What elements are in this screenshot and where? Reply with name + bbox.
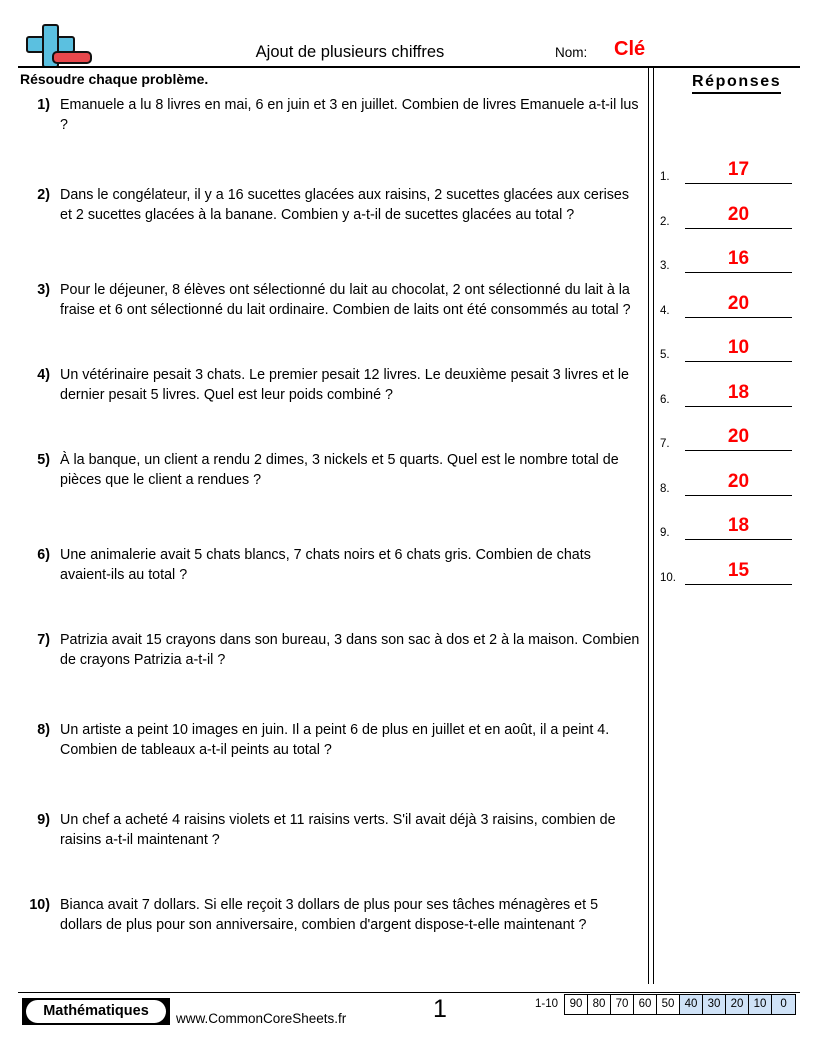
brand-label: Mathématiques xyxy=(26,1000,166,1023)
answer-number: 3. xyxy=(660,260,670,273)
grade-range-label: 1-10 xyxy=(535,998,559,1010)
problem-item xyxy=(20,96,642,135)
problem-item xyxy=(20,811,642,850)
problem-text: Dans le congélateur, il y a 16 sucettes glacées aux raisins, 2 sucettes glacées aux cerises et 2 sucettes glacées à la banane. Combien y a-t-il de sucettes glacées au total ? xyxy=(60,187,630,223)
problem-item xyxy=(20,896,642,935)
answer-number: 7. xyxy=(660,438,670,451)
grade-cell: 10 xyxy=(749,995,772,1014)
site-url: www.CommonCoreSheets.fr xyxy=(176,1011,347,1026)
grade-cell: 40 xyxy=(680,995,703,1014)
answer-row xyxy=(660,274,810,318)
problem-text: Un chef a acheté 4 raisins violets et 11 raisins verts. S'il avait déjà 3 raisins, combien de raisins a-t-il maintenant ? xyxy=(60,812,616,848)
answer-value: 18 xyxy=(727,515,750,537)
problem-item xyxy=(20,721,642,760)
answer-row xyxy=(660,363,810,407)
problem-number: 9) xyxy=(37,812,50,828)
problem-item xyxy=(20,546,642,585)
grade-cell: 20 xyxy=(726,995,749,1014)
answer-number: 1. xyxy=(660,171,670,184)
answer-row xyxy=(660,407,810,451)
name-value: Clé xyxy=(614,38,646,60)
problem-text: Patrizia avait 15 crayons dans son bureau, 3 dans son sac à dos et 2 à la maison. Combien de crayons Patrizia a-t-il ? xyxy=(60,632,640,668)
problem-number: 10) xyxy=(29,897,50,913)
answer-number: 2. xyxy=(660,215,670,228)
answer-value: 20 xyxy=(727,470,750,492)
answer-number: 4. xyxy=(660,304,670,317)
grade-cell: 80 xyxy=(588,995,611,1014)
answer-number: 9. xyxy=(660,527,670,540)
problem-item xyxy=(20,631,642,670)
grade-cell: 50 xyxy=(657,995,680,1014)
plus-minus-math-icon xyxy=(20,24,94,68)
grade-cell-list xyxy=(564,994,796,1015)
problem-number: 3) xyxy=(37,282,50,298)
page-number: 1 xyxy=(433,995,447,1023)
answer-row xyxy=(660,452,810,496)
answer-value: 20 xyxy=(727,203,750,225)
answer-value: 20 xyxy=(727,292,750,314)
column-divider xyxy=(648,68,654,984)
answer-row xyxy=(660,496,810,540)
answer-number: 6. xyxy=(660,393,670,406)
problem-item xyxy=(20,281,642,320)
problem-text: Pour le déjeuner, 8 élèves ont sélectionné du lait au chocolat, 2 ont sélectionné du lait à la fraise et 6 ont sélectionné du lait ordinaire. Combien de laits ont été consommés au total ? xyxy=(60,282,631,318)
problem-number: 7) xyxy=(37,632,50,648)
answer-value: 20 xyxy=(727,426,750,448)
problem-number: 5) xyxy=(37,452,50,468)
answer-value: 17 xyxy=(727,159,750,181)
answer-row xyxy=(660,541,810,585)
answer-number: 5. xyxy=(660,349,670,362)
answer-value: 18 xyxy=(727,381,750,403)
page-title: Ajout de plusieurs chiffres xyxy=(255,43,445,61)
problem-text: Un artiste a peint 10 images en juin. Il a peint 6 de plus en juillet et en août, il a peint 4. Combien de tableaux a-t-il peints au total ? xyxy=(60,722,610,758)
answer-value: 16 xyxy=(727,248,750,270)
answer-row xyxy=(660,229,810,273)
problem-number: 1) xyxy=(37,97,50,113)
problem-item xyxy=(20,451,642,490)
answer-number: 10. xyxy=(660,571,676,584)
answer-row xyxy=(660,140,810,184)
answer-blank-line xyxy=(685,584,792,585)
answer-row xyxy=(660,318,810,362)
problem-number: 4) xyxy=(37,367,50,383)
answer-number: 8. xyxy=(660,482,670,495)
worksheet-header xyxy=(0,0,816,68)
brand-badge xyxy=(22,998,170,1025)
problem-item xyxy=(20,366,642,405)
problem-text: Une animalerie avait 5 chats blancs, 7 chats noirs et 6 chats gris. Combien de chats avaient-ils au total ? xyxy=(60,547,591,583)
problem-number: 6) xyxy=(37,547,50,563)
header-divider xyxy=(18,66,800,68)
name-label: Nom: xyxy=(555,45,588,60)
grade-cell: 30 xyxy=(703,995,726,1014)
grade-cell: 60 xyxy=(634,995,657,1014)
grade-cell: 90 xyxy=(565,995,588,1014)
grade-cell: 70 xyxy=(611,995,634,1014)
problem-number: 2) xyxy=(37,187,50,203)
problem-item xyxy=(20,186,642,225)
answer-row xyxy=(660,185,810,229)
answer-value: 10 xyxy=(727,337,750,359)
problem-text: Emanuele a lu 8 livres en mai, 6 en juin et 3 en juillet. Combien de livres Emanuele a-t-il lus ? xyxy=(60,97,639,133)
problem-text: Bianca avait 7 dollars. Si elle reçoit 3 dollars de plus pour ses tâches ménagères et 5 dollars de plus pour son anniversaire, combien d'argent dispose-t-elle maintenant ? xyxy=(60,897,599,933)
footer-divider xyxy=(18,992,800,993)
instruction-text: Résoudre chaque problème. xyxy=(20,71,209,87)
minus-bar xyxy=(52,51,92,64)
problem-text: À la banque, un client a rendu 2 dimes, 3 nickels et 5 quarts. Quel est le nombre total de pièces que le client a rendues ? xyxy=(60,452,619,488)
problem-number: 8) xyxy=(37,722,50,738)
grade-scale xyxy=(535,994,796,1015)
answers-heading: Réponses xyxy=(692,73,781,94)
problem-text: Un vétérinaire pesait 3 chats. Le premier pesait 12 livres. Le deuxième pesait 3 livres et le dernier pesait 5 livres. Quel est leur poids combiné ? xyxy=(60,367,629,403)
answer-value: 15 xyxy=(727,559,750,581)
grade-cell: 0 xyxy=(772,995,795,1014)
